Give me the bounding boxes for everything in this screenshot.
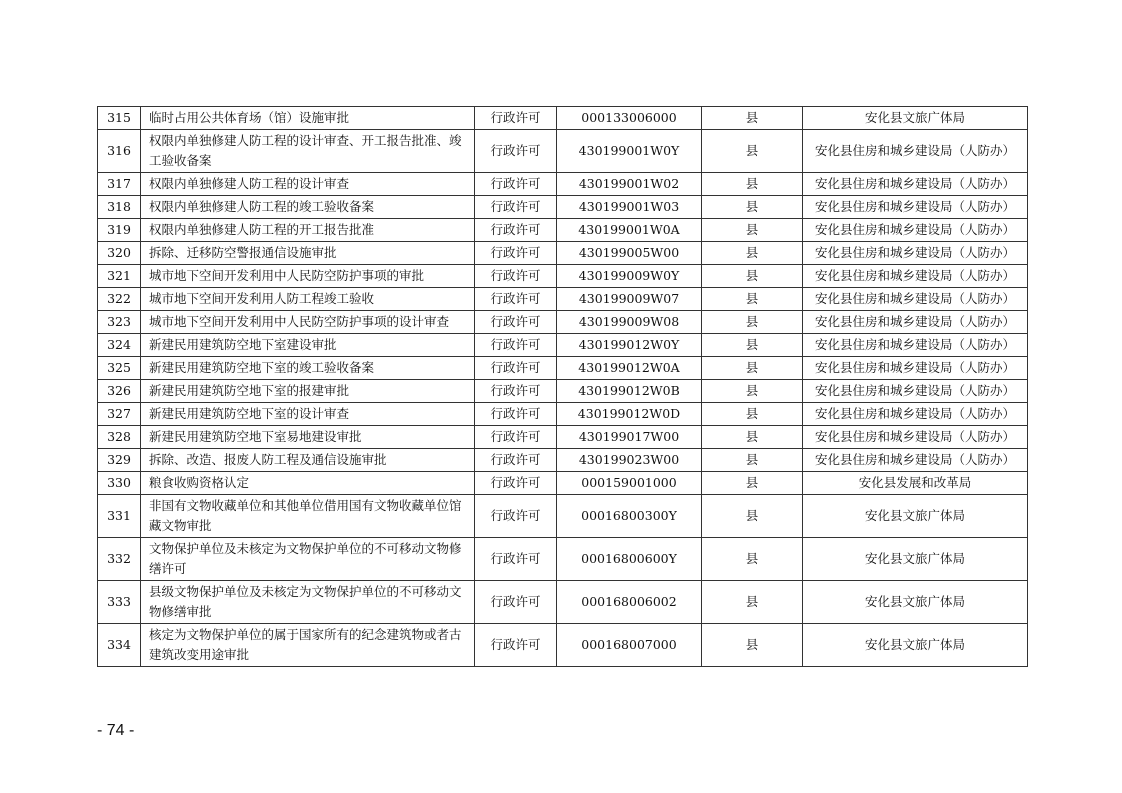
item-code-cell: 430199001W02 [557, 173, 702, 196]
item-type-cell: 行政许可 [475, 311, 557, 334]
item-department-cell: 安化县住房和城乡建设局（人防办） [803, 357, 1028, 380]
item-code-cell: 430199009W0Y [557, 265, 702, 288]
item-level-cell: 县 [702, 538, 803, 581]
item-department-cell: 安化县发展和改革局 [803, 472, 1028, 495]
item-code-cell: 430199005W00 [557, 242, 702, 265]
item-level-cell: 县 [702, 219, 803, 242]
item-department-cell: 安化县住房和城乡建设局（人防办） [803, 380, 1028, 403]
item-number-cell: 325 [98, 357, 141, 380]
item-department-cell: 安化县文旅广体局 [803, 538, 1028, 581]
item-name-cell: 权限内单独修建人防工程的竣工验收备案 [141, 196, 475, 219]
table-row [98, 196, 1028, 219]
table-row [98, 311, 1028, 334]
item-level-cell: 县 [702, 334, 803, 357]
item-level-cell: 县 [702, 311, 803, 334]
item-name-cell: 粮食收购资格认定 [141, 472, 475, 495]
table-row [98, 130, 1028, 173]
item-name-cell: 核定为文物保护单位的属于国家所有的纪念建筑物或者古建筑改变用途审批 [141, 624, 475, 667]
item-type-cell: 行政许可 [475, 219, 557, 242]
item-name-cell: 新建民用建筑防空地下室的报建审批 [141, 380, 475, 403]
item-number-cell: 315 [98, 107, 141, 130]
item-type-cell: 行政许可 [475, 334, 557, 357]
item-type-cell: 行政许可 [475, 581, 557, 624]
item-level-cell: 县 [702, 107, 803, 130]
item-level-cell: 县 [702, 624, 803, 667]
item-number-cell: 326 [98, 380, 141, 403]
table-row [98, 357, 1028, 380]
item-department-cell: 安化县住房和城乡建设局（人防办） [803, 130, 1028, 173]
item-level-cell: 县 [702, 288, 803, 311]
item-department-cell: 安化县住房和城乡建设局（人防办） [803, 196, 1028, 219]
item-name-cell: 临时占用公共体育场（馆）设施审批 [141, 107, 475, 130]
item-number-cell: 316 [98, 130, 141, 173]
item-type-cell: 行政许可 [475, 107, 557, 130]
item-name-cell: 权限内单独修建人防工程的开工报告批准 [141, 219, 475, 242]
item-code-cell: 430199009W07 [557, 288, 702, 311]
item-name-cell: 权限内单独修建人防工程的设计审查 [141, 173, 475, 196]
item-level-cell: 县 [702, 449, 803, 472]
item-number-cell: 323 [98, 311, 141, 334]
item-type-cell: 行政许可 [475, 449, 557, 472]
item-level-cell: 县 [702, 403, 803, 426]
item-type-cell: 行政许可 [475, 538, 557, 581]
item-number-cell: 322 [98, 288, 141, 311]
item-name-cell: 新建民用建筑防空地下室的竣工验收备案 [141, 357, 475, 380]
item-code-cell: 00016800600Y [557, 538, 702, 581]
page-number: - 74 - [97, 722, 135, 739]
item-name-cell: 新建民用建筑防空地下室易地建设审批 [141, 426, 475, 449]
item-code-cell: 000159001000 [557, 472, 702, 495]
item-department-cell: 安化县住房和城乡建设局（人防办） [803, 403, 1028, 426]
item-name-cell: 非国有文物收藏单位和其他单位借用国有文物收藏单位馆藏文物审批 [141, 495, 475, 538]
item-code-cell: 430199001W0Y [557, 130, 702, 173]
item-type-cell: 行政许可 [475, 130, 557, 173]
item-code-cell: 430199001W03 [557, 196, 702, 219]
table-row [98, 581, 1028, 624]
item-level-cell: 县 [702, 130, 803, 173]
item-level-cell: 县 [702, 173, 803, 196]
item-name-cell: 县级文物保护单位及未核定为文物保护单位的不可移动文物修缮审批 [141, 581, 475, 624]
table-row [98, 495, 1028, 538]
item-level-cell: 县 [702, 472, 803, 495]
table-row [98, 472, 1028, 495]
item-name-cell: 拆除、改造、报废人防工程及通信设施审批 [141, 449, 475, 472]
item-type-cell: 行政许可 [475, 242, 557, 265]
item-type-cell: 行政许可 [475, 357, 557, 380]
item-department-cell: 安化县住房和城乡建设局（人防办） [803, 219, 1028, 242]
item-code-cell: 000133006000 [557, 107, 702, 130]
item-department-cell: 安化县住房和城乡建设局（人防办） [803, 311, 1028, 334]
item-code-cell: 430199012W0Y [557, 334, 702, 357]
item-name-cell: 城市地下空间开发利用人防工程竣工验收 [141, 288, 475, 311]
item-type-cell: 行政许可 [475, 173, 557, 196]
item-type-cell: 行政许可 [475, 472, 557, 495]
item-number-cell: 327 [98, 403, 141, 426]
item-code-cell: 430199012W0B [557, 380, 702, 403]
item-code-cell: 000168006002 [557, 581, 702, 624]
item-code-cell: 430199012W0A [557, 357, 702, 380]
item-name-cell: 新建民用建筑防空地下室的设计审查 [141, 403, 475, 426]
item-type-cell: 行政许可 [475, 403, 557, 426]
item-number-cell: 329 [98, 449, 141, 472]
item-number-cell: 333 [98, 581, 141, 624]
table-row [98, 288, 1028, 311]
item-type-cell: 行政许可 [475, 426, 557, 449]
item-level-cell: 县 [702, 426, 803, 449]
item-type-cell: 行政许可 [475, 196, 557, 219]
item-department-cell: 安化县住房和城乡建设局（人防办） [803, 426, 1028, 449]
table-row [98, 219, 1028, 242]
item-code-cell: 00016800300Y [557, 495, 702, 538]
table-body [98, 107, 1028, 667]
item-code-cell: 430199009W08 [557, 311, 702, 334]
item-department-cell: 安化县住房和城乡建设局（人防办） [803, 173, 1028, 196]
item-code-cell: 430199023W00 [557, 449, 702, 472]
item-type-cell: 行政许可 [475, 265, 557, 288]
item-code-cell: 000168007000 [557, 624, 702, 667]
item-number-cell: 328 [98, 426, 141, 449]
table-row [98, 538, 1028, 581]
item-number-cell: 332 [98, 538, 141, 581]
item-department-cell: 安化县住房和城乡建设局（人防办） [803, 288, 1028, 311]
item-department-cell: 安化县文旅广体局 [803, 624, 1028, 667]
item-level-cell: 县 [702, 196, 803, 219]
approval-items-table-container [97, 106, 1027, 667]
item-level-cell: 县 [702, 242, 803, 265]
item-department-cell: 安化县文旅广体局 [803, 581, 1028, 624]
table-row [98, 173, 1028, 196]
table-row [98, 380, 1028, 403]
item-type-cell: 行政许可 [475, 288, 557, 311]
table-row [98, 449, 1028, 472]
item-number-cell: 317 [98, 173, 141, 196]
item-level-cell: 县 [702, 380, 803, 403]
item-department-cell: 安化县住房和城乡建设局（人防办） [803, 449, 1028, 472]
item-department-cell: 安化县住房和城乡建设局（人防办） [803, 242, 1028, 265]
item-name-cell: 城市地下空间开发利用中人民防空防护事项的设计审查 [141, 311, 475, 334]
table-row [98, 334, 1028, 357]
item-level-cell: 县 [702, 581, 803, 624]
item-level-cell: 县 [702, 357, 803, 380]
item-name-cell: 权限内单独修建人防工程的设计审查、开工报告批准、竣工验收备案 [141, 130, 475, 173]
item-name-cell: 文物保护单位及未核定为文物保护单位的不可移动文物修缮许可 [141, 538, 475, 581]
item-name-cell: 新建民用建筑防空地下室建设审批 [141, 334, 475, 357]
item-level-cell: 县 [702, 265, 803, 288]
item-number-cell: 331 [98, 495, 141, 538]
table-row [98, 265, 1028, 288]
item-type-cell: 行政许可 [475, 495, 557, 538]
item-number-cell: 324 [98, 334, 141, 357]
item-number-cell: 334 [98, 624, 141, 667]
item-type-cell: 行政许可 [475, 624, 557, 667]
item-level-cell: 县 [702, 495, 803, 538]
table-row [98, 426, 1028, 449]
table-row [98, 242, 1028, 265]
item-number-cell: 319 [98, 219, 141, 242]
item-department-cell: 安化县住房和城乡建设局（人防办） [803, 265, 1028, 288]
item-number-cell: 320 [98, 242, 141, 265]
item-number-cell: 330 [98, 472, 141, 495]
item-number-cell: 318 [98, 196, 141, 219]
table-row [98, 403, 1028, 426]
item-code-cell: 430199017W00 [557, 426, 702, 449]
item-department-cell: 安化县住房和城乡建设局（人防办） [803, 334, 1028, 357]
approval-items-table [97, 106, 1028, 667]
item-number-cell: 321 [98, 265, 141, 288]
item-department-cell: 安化县文旅广体局 [803, 495, 1028, 538]
item-name-cell: 拆除、迁移防空警报通信设施审批 [141, 242, 475, 265]
item-code-cell: 430199012W0D [557, 403, 702, 426]
item-name-cell: 城市地下空间开发利用中人民防空防护事项的审批 [141, 265, 475, 288]
item-code-cell: 430199001W0A [557, 219, 702, 242]
item-type-cell: 行政许可 [475, 380, 557, 403]
table-row [98, 107, 1028, 130]
item-department-cell: 安化县文旅广体局 [803, 107, 1028, 130]
table-row [98, 624, 1028, 667]
